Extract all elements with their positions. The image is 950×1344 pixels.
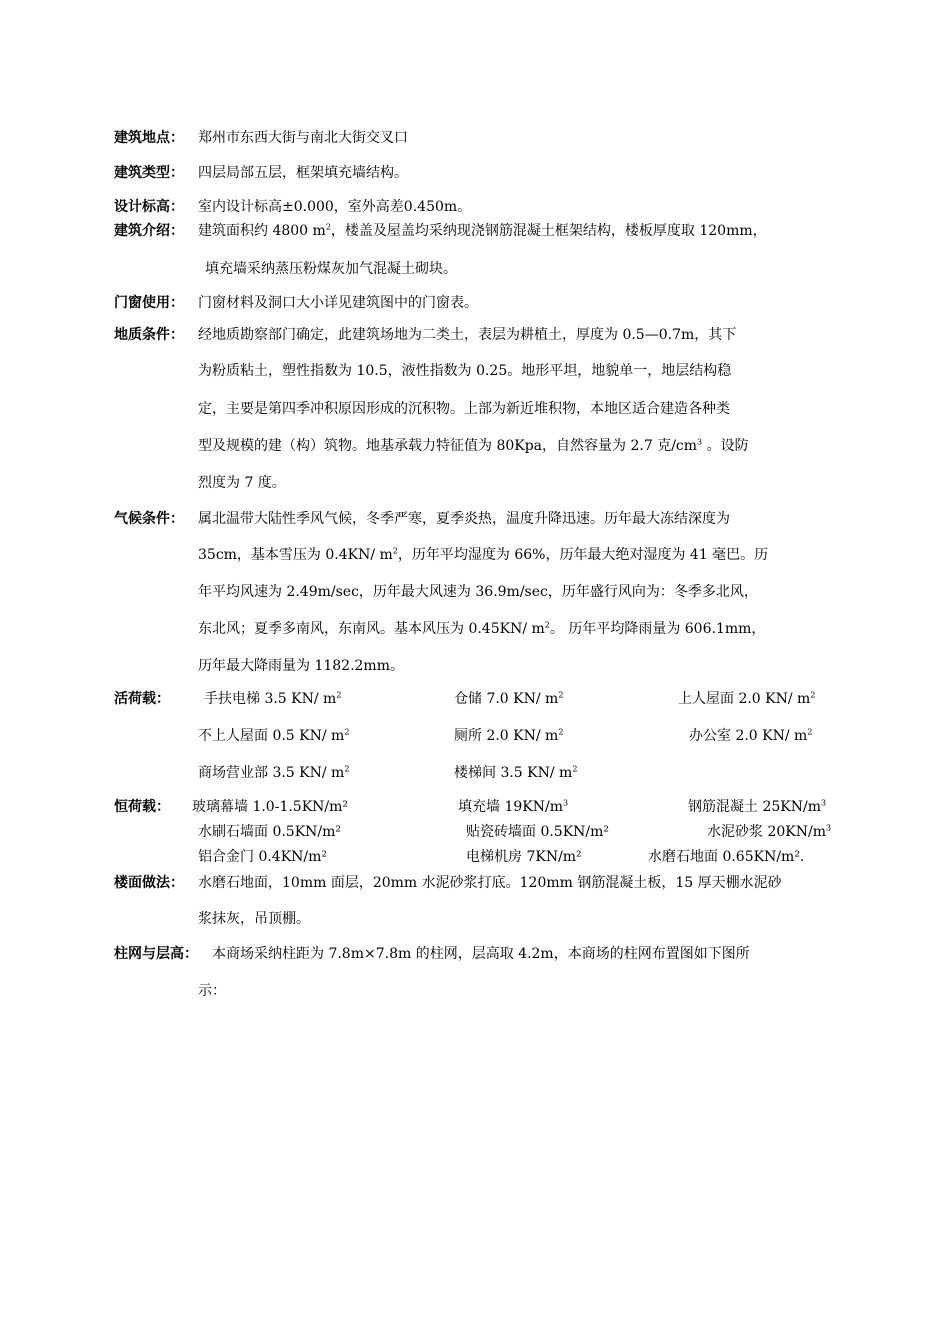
dead-load-item: 水刷石墙面 0.5KN/m² [198,824,342,840]
live-load-label: 活荷载： [114,691,170,707]
dead-load-item: 电梯机房 7KN/m² [466,849,582,865]
location-text: 郑州市东西大街与南北大街交叉口 [198,130,408,146]
type-label: 建筑类型： [114,165,184,181]
doors-text: 门窗材料及洞口大小详见建筑图中的门窗表。 [198,295,478,311]
live-load-item: 手扶电梯 3.5 KN/ $m^2$ [204,690,342,707]
location-label: 建筑地点： [114,130,184,146]
dead-load-item: 铝合金门 0.4KN/m² [198,849,328,865]
live-load-item: 办公室 2.0 KN/ $m^2$ [689,727,813,744]
geology-line-1: 经地质勘察部门确定，此建筑场地为二类土，表层为耕植土，厚度为 0.5—0.7m，其下 [198,327,737,343]
geology-line-5: 烈度为 7 度。 [198,475,286,491]
intro-line-2: 填充墙采纳蒸压粉煤灰加气混凝土砌块。 [205,261,457,277]
grid-line-2: 示： [198,983,226,999]
dead-load-item: 水泥砂浆 $20KN/m^3$ [707,823,832,840]
climate-line-3: 年平均风速为 2.49m/sec，历年最大风速为 36.9m/sec，历年盛行风向为：冬季多北风， [198,584,758,600]
dead-load-item: 水磨石地面 0.65KN/m². [648,849,805,865]
live-load-item: 商场营业部 3.5 KN/ $m^2$ [198,764,350,781]
grid-line-1: 本商场采纳柱距为 7.8m×7.8m 的柱网，层高取 4.2m，本商场的柱网布置图如下图所 [212,946,750,962]
geology-line-4: 型及规模的建（构）筑物。地基承载力特征值为 80Kpa，自然容量为 2.7 克$/cm^3$ 。设防 [198,437,749,454]
geology-line-3: 定，主要是第四季冲积原因形成的沉积物。上部为新近堆积物，本地区适合建造各种类 [198,401,730,417]
climate-line-1: 属北温带大陆性季风气候，冬季严寒，夏季炎热，温度升降迅速。历年最大冻结深度为 [198,511,730,527]
geology-line-2: 为粉质粘土，塑性指数为 10.5，液性指数为 0.25。地形平坦，地貌单一，地层结构稳 [198,363,732,379]
climate-line-2: 35cm，基本雪压为 0.4KN/ $m^2$，历年平均湿度为 66%，历年最大绝对湿度为 41 毫巴。历 [198,546,769,563]
elevation-text: 室内设计标高±0.000，室外高差0.450m。 [198,199,472,215]
type-text: 四层局部五层，框架填充墙结构。 [198,165,408,181]
intro-label: 建筑介绍： [114,223,184,239]
live-load-item: 厕所 2.0 KN/ $m^2$ [454,727,564,744]
climate-line-5: 历年最大降雨量为 1182.2mm。 [198,658,404,674]
dead-load-item: 填充墙 $19KN/m^3$ [458,798,569,815]
floor-line-1: 水磨石地面，10mm 面层，20mm 水泥砂浆打底。120mm 钢筋混凝土板，15 厚天棚水泥砂 [198,875,782,891]
dead-load-item: 钢筋混凝土 $25KN/m^3$ [688,798,827,815]
live-load-item: 上人屋面 2.0 KN/ $m^2$ [678,690,816,707]
live-load-item: 楼梯间 3.5 KN/ $m^2$ [454,764,578,781]
doors-label: 门窗使用： [114,295,184,311]
live-load-item: 仓储 7.0 KN/ $m^2$ [454,690,564,707]
floor-label: 楼面做法： [114,875,184,891]
dead-load-item: 玻璃幕墙 1.0-1.5KN/m² [192,799,349,815]
floor-line-2: 浆抹灰，吊顶棚。 [198,911,310,927]
climate-line-4: 东北风；夏季多南风，东南风。基本风压为 0.45KN/ $m^2$。 历年平均降雨量为 606.1mm， [198,620,766,637]
live-load-item: 不上人屋面 0.5 KN/ $m^2$ [198,727,350,744]
grid-label: 柱网与层高： [114,946,198,962]
elevation-label: 设计标高： [114,199,184,215]
dead-load-item: 贴瓷砖墙面 0.5KN/m² [466,824,610,840]
geology-label: 地质条件： [114,327,184,343]
intro-line-1: 建筑面积约 4800 $m^2$，楼盖及屋盖均采纳现浇钢筋混凝土框架结构，楼板厚度取 120mm， [198,222,767,239]
climate-label: 气候条件： [114,511,184,527]
dead-load-label: 恒荷载： [114,799,170,815]
